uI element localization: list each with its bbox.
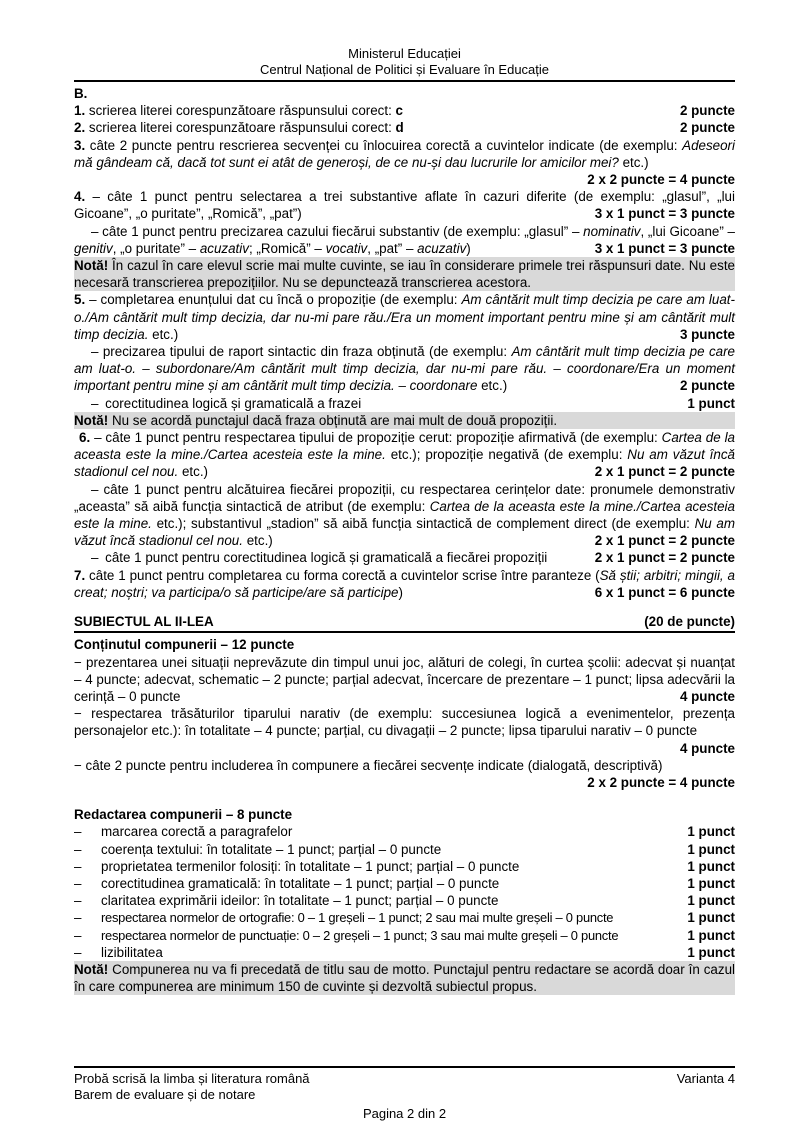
text-segment: Cartea de la aceasta este la mine./Cartea acesteia este la mine. [74,430,735,463]
text-segment: Să știi; arbitri; mingii, a creat; noștri; va participa/o să participe/are să participe [74,567,735,600]
points-value: 3 puncte [679,326,735,342]
paragraph [74,654,735,706]
note-paragraph [74,961,735,995]
redaction-list-item [74,823,735,840]
subject2-points: (20 de puncte) [644,614,735,630]
text-segment: , „o puritate” – [112,240,200,256]
text-segment: − prezentarea unei situații neprevăzute din timpul unui joc, alături de colegi, în curtea școlii: adecvat și nuanțat – 4 puncte; adecvat, schematic – 2 puncte; parțial adecvat, încercare de prezentare – 1 punct; lipsa adecvării la cerință – 0 puncte [74,654,735,704]
paragraph [74,429,735,481]
text-segment: Nu am văzut încă stadionul cel nou. [74,447,735,480]
exam-name: Probă scrisă la limba și literatura română [74,1071,310,1086]
paragraph [74,395,735,412]
text-segment: ) [398,584,403,600]
redaction-list-item [74,927,735,944]
list-item-text: corectitudinea gramaticală: în totalitate – 1 punct; parțial – 0 puncte [101,875,500,891]
list-dash: – [74,841,82,857]
list-item-text: coerența textului: în totalitate – 1 punct; parțial – 0 puncte [101,841,442,857]
list-dash: – [74,875,82,891]
points-value: 2 puncte [679,103,735,119]
text-segment: 6. [79,430,91,446]
text-segment: etc.) [148,326,179,342]
paragraph [74,343,735,395]
points-value: 2 x 2 puncte = 4 puncte [587,774,735,790]
text-segment: genitiv [74,240,113,256]
redaction-list-item [74,858,735,875]
text-segment: Notă! [74,258,109,274]
list-dash: – [74,858,82,874]
section-b-label: B. [74,86,88,101]
text-segment: 4. [74,189,86,205]
list-dash: – [74,893,82,909]
points-value: 2 puncte [679,378,735,394]
text-segment: – câte 1 punct pentru respectarea tipului de propoziție cerut: propoziție afirmativă (de exemplu: [90,430,662,446]
text-segment: scrierea literei corespunzătoare răspunsului corect: [85,120,396,136]
barem-label: Barem de evaluare și de notare [74,1087,256,1102]
list-item-text: respectarea normelor de ortografie: 0 – 1 greșeli – 1 punct; 2 sau mai multe greșeli – 0 puncte [101,910,614,926]
text-segment: Notă! [74,961,109,977]
page-content [74,0,735,995]
text-segment: câte 1 punct pentru completarea cu forma corectă a cuvintelor scrise între paranteze ( [85,567,600,583]
text-segment: – completarea enunțului dat cu încă o propoziție (de exemplu: [85,292,462,308]
text-segment: – câte 1 punct pentru corectitudinea logică și gramaticală a fiecărei propoziții [91,550,548,566]
note-paragraph [74,412,735,429]
document-header [74,0,735,82]
text-segment: – precizarea tipului de raport sintactic din fraza obținută (de exemplu: [91,344,512,360]
text-segment: ) [466,240,471,256]
redaction-list-item [74,944,735,961]
paragraph [74,705,735,757]
list-item-text: proprietatea termenilor folosiți: în totalitate – 1 punct; parțial – 0 puncte [101,858,520,874]
text-segment: 2. [74,120,86,136]
text-segment: Nu am văzut încă stadionul cel nou. [74,516,735,549]
text-segment: Cartea de la aceasta este la mine./Cartea acesteia este la mine. [74,498,735,532]
text-segment: d [395,120,404,136]
paragraph [74,481,735,550]
points-value: 1 punct [687,927,735,943]
points-value: 2 x 2 puncte = 4 puncte [587,172,735,188]
list-item-text: claritatea exprimării ideilor: în totalitate – 1 punct; parțial – 0 puncte [101,893,499,909]
points-value: 4 puncte [679,688,735,704]
text-segment: – câte 1 punct pentru alcătuirea fiecărei propoziții, cu respectarea cerințelor date: pronumele demonstrativ „aceasta” să aibă funcția sintactică de atribut (de exemplu: [74,481,735,514]
redaction-list-item [74,909,735,926]
points-value: 2 x 1 punct = 2 puncte [594,533,735,549]
page-number: Pagina 2 din 2 [362,1106,447,1121]
text-segment: acuzativ [417,240,467,256]
text-segment: 3. [74,137,86,153]
footer [74,1066,735,1122]
text-segment: În cazul în care elevul scrie mai multe cuvinte, se iau în considerare primele trei răspunsuri date. Nu este necesară transcrierea prepozițiilor. Nu se depunctează transcrierea acestora. [74,258,735,291]
points-value: 1 punct [687,893,735,909]
center-name: Centrul Național de Politici și Evaluare în Educație [259,61,550,77]
points-value: 1 punct [687,395,735,411]
list-dash: – [74,824,82,840]
final-note-container [74,961,735,995]
text-segment: c [395,103,403,119]
points-value: 2 x 1 punct = 2 puncte [594,464,735,480]
text-segment: – câte 1 punct pentru precizarea cazului fiecărui substantiv (de exemplu: „glasul” – [91,223,584,239]
points-value: 3 x 1 punct = 3 puncte [594,240,735,256]
points-value: 1 punct [687,910,735,926]
paragraph [74,757,735,791]
redaction-list-item [74,841,735,858]
text-segment: Am cântărit mult timp decizia pe care am luat-o. – subordonare/Am cântărit mult timp decizia, dar nu-mi pare rău. – coordonare/Era un moment important pentru mine și am cântărit mult timp decizia. – coordonare [74,344,735,394]
points-value: 4 puncte [679,740,735,756]
text-segment: acuzativ [199,240,249,256]
text-segment: Notă! [74,412,109,428]
points-value: 6 x 1 punct = 6 puncte [594,584,735,600]
text-segment: etc.); propoziție negativă (de exemplu: [385,447,628,463]
section-b [74,85,735,601]
points-value: 1 punct [687,875,735,891]
paragraph [74,549,735,566]
ministry-name: Ministerul Educației [348,46,461,61]
subject2-title: SUBIECTUL AL II-LEA [74,614,214,630]
points-value: 1 punct [687,944,735,960]
variant-label: Varianta 4 [676,1071,735,1086]
paragraph [74,188,735,222]
paragraph [74,137,735,189]
text-segment: Adeseori mă gândeam că, dacă tot sunt ei atât de generoși, de ce nu-și dau lucrurile lor amicilor mei? [74,137,735,170]
redaction-list-item [74,892,735,909]
note-paragraph [74,257,735,291]
list-dash: – [74,927,82,943]
text-segment: – câte 1 punct pentru selectarea a trei substantive aflate în cazuri diferite (de exemplu: „glasul”, „lui Gicoane”, „o puritate”, „Romică”, „pat”) [74,189,735,222]
text-segment: Am cântărit mult timp decizia pe care am luat-o./Am cântărit mult timp decizia, dar nu-mi pare rău./Era un moment important pentru mine și am cântărit mult timp decizia. [74,292,735,342]
text-segment: nominativ [583,223,641,239]
text-segment: vocativ [325,240,368,256]
section-b-paragraphs [74,102,735,601]
text-segment: 5. [74,292,86,308]
redaction-list [74,823,735,961]
text-segment: etc.) [618,154,649,170]
list-item-text: lizibilitatea [101,944,163,960]
text-segment: ; „Romică” – [248,240,326,256]
text-segment: etc.) [242,533,273,549]
paragraph [74,291,735,343]
paragraph [74,119,735,136]
text-segment: , „lui Gicoane” – [640,223,735,239]
content-paragraphs [74,654,735,792]
text-segment: − respectarea trăsăturilor tiparului narativ (de exemplu: succesiunea logică a evenimentelor, prezența personajelor etc.): în totalitate – 4 puncte; parțial, cu divagații – 2 puncte; lipsa tiparului narativ – 0 puncte [74,706,735,739]
points-value: 1 punct [687,824,735,840]
text-segment: 1. [74,103,86,119]
text-segment: Nu se acordă punctajul dacă fraza obținută are mai mult de două propoziții. [108,412,558,428]
content-heading: Conținutul compunerii – 12 puncte [74,637,295,653]
text-segment: etc.) [178,464,208,480]
footer-row [74,1071,735,1087]
text-segment: câte 2 puncte pentru rescrierea secvenței cu înlocuirea corectă a cuvintelor indicate (de exemplu: [85,137,683,153]
redaction-list-item [74,875,735,892]
points-value: 1 punct [687,841,735,857]
redaction-heading: Redactarea compunerii – 8 puncte [74,807,293,823]
text-segment: etc.) [477,378,508,394]
points-value: 2 puncte [679,120,735,136]
text-segment: 7. [74,567,86,583]
points-value: 1 punct [687,858,735,874]
text-segment: Compunerea nu va fi precedată de titlu sau de motto. Punctajul pentru redactare se acordă doar în cazul în care compunerea are minimum 150 de cuvinte și dezvoltă subiectul propus. [74,961,735,995]
list-dash: – [74,944,82,960]
text-segment: , „pat” – [367,240,418,256]
paragraph [74,102,735,119]
list-dash: – [74,910,82,926]
paragraph [74,567,735,601]
subject2-heading [74,613,735,633]
list-item-text: marcarea corectă a paragrafelor [101,824,293,840]
points-value: 2 x 1 punct = 2 puncte [594,550,735,566]
points-value: 3 x 1 punct = 3 puncte [594,206,735,222]
text-segment: − câte 2 puncte pentru includerea în compunere a fiecărei secvențe indicate (dialogată, descriptivă) [74,757,663,773]
text-segment: etc.); substantivul „stadion” să aibă funcția sintactică de complement direct (de exemplu: [151,516,695,532]
text-segment: scrierea literei corespunzătoare răspunsului corect: [85,103,396,119]
text-segment: – corectitudinea logică și gramaticală a frazei [91,395,362,411]
paragraph [74,223,735,257]
list-item-text: respectarea normelor de punctuație: 0 – 2 greșeli – 1 punct; 3 sau mai multe greșeli – 0 puncte [101,927,619,943]
